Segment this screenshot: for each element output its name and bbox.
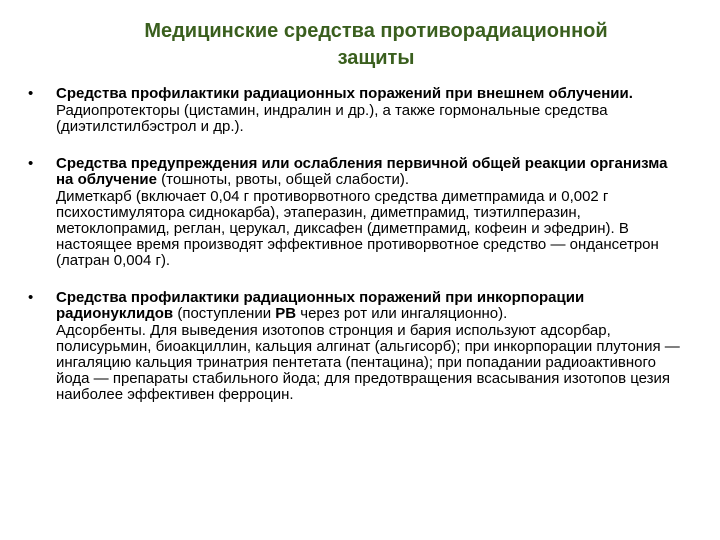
list-item-body: Диметкарб (включает 0,04 г противорвотного средства диметпрамида и 0,002 г психостимулятора сиднокарба), этаперазин, диметпрамид, тиэтилперазин, метоклопрамид, реглан, церукал, диксафен (диметпрамид, кофеин и эфедрин). В настоящее время производят эффективное противорвотное средство — ондансетрон (латран 0,004 г). <box>56 188 659 269</box>
list-item-content <box>56 156 688 269</box>
list-item-body: Адсорбенты. Для выведения изотопов стронция и бария используют адсорбар, полисурьмин, биоакциллин, кальция алгинат (альгисорб); при инкорпорации плутония — ингаляцию кальция тринатрия пентетата (пентацина); при попадании радиоактивного йода — препараты стабильного йода; для предотвращения всасывания изотопов цезия наиболее эффективен ферроцин. <box>56 322 680 403</box>
bullet-list <box>28 86 688 403</box>
list-item-heading-bold: Средства профилактики радиационных поражений при инкорпорации радионуклидов <box>56 289 585 322</box>
list-item-content <box>56 86 688 135</box>
list-item-heading-regular: (тошноты, рвоты, общей слабости). <box>156 171 410 188</box>
list-item-heading <box>56 290 688 322</box>
bullet-icon: • <box>28 155 34 172</box>
list-item-body: Радиопротекторы (цистамин, индралин и др.), а также гормональные средства (диэтилстилбэстрол и др.). <box>56 102 608 135</box>
list-item-heading-bold-abbrev: РВ <box>275 305 297 322</box>
bullet-icon: • <box>28 289 34 306</box>
bullet-icon: • <box>28 85 34 102</box>
slide-title-line-1: Медицинские средства противорадиационной <box>144 20 608 42</box>
list-item-heading <box>56 156 688 188</box>
list-item-heading-regular-end: через рот или ингаляционно). <box>296 305 508 322</box>
list-item <box>28 290 688 403</box>
list-item-content <box>56 290 688 403</box>
list-item <box>28 156 688 269</box>
slide-title <box>28 18 688 72</box>
list-item-heading-bold: Средства предупреждения или ослабления первичной общей реакции организма на облучение <box>56 155 668 188</box>
list-item-heading-regular: (поступлении <box>173 305 276 322</box>
list-item-heading <box>56 86 688 102</box>
slide-title-line-2: защиты <box>337 47 415 69</box>
list-item-heading-bold: Средства профилактики радиационных поражений при внешнем облучении. <box>56 85 633 102</box>
list-item <box>28 86 688 135</box>
